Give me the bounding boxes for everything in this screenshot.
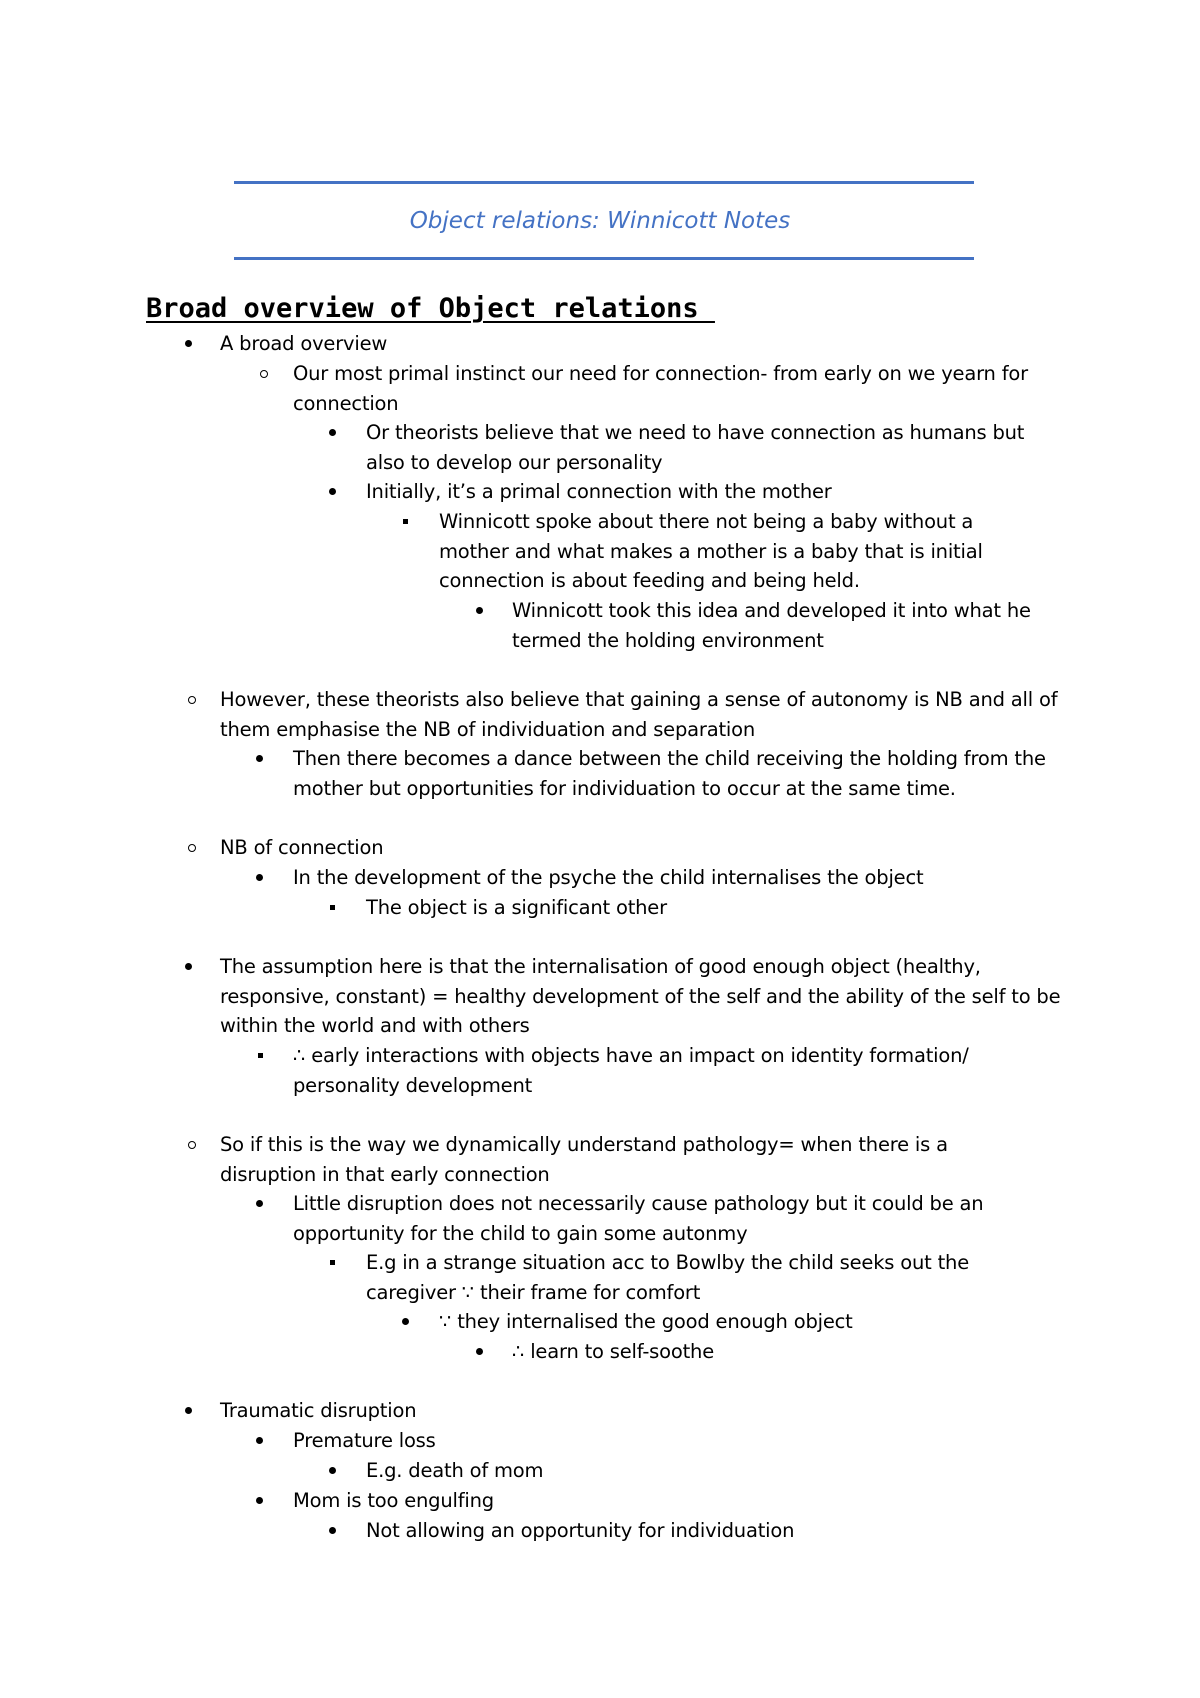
bullet-disc-icon [181, 1396, 201, 1426]
list-item [293, 1486, 1073, 1516]
list-item-text: However, these theorists also believe that gaining a sense of autonomy is NB and all of them emphasise the NB of individuation and separation [220, 688, 1058, 741]
list-item [220, 1130, 1000, 1189]
list-item-text: ∴ early interactions with objects have an impact on identity formation/ personality development [293, 1044, 969, 1097]
list-item [293, 863, 1073, 893]
bullet-circle-icon [185, 833, 205, 863]
bullet-square-icon [326, 1248, 346, 1278]
list-item-text: Then there becomes a dance between the child receiving the holding from the mother but opportunities for individuation to occur at the same time. [293, 747, 1046, 800]
bullet-square-icon [326, 893, 346, 923]
list-item [366, 893, 1066, 923]
bullet-disc-icon [252, 1426, 272, 1456]
list-item-text: NB of connection [220, 836, 384, 859]
list-item-text: ∴ learn to self-soothe [512, 1340, 715, 1363]
list-item [293, 1041, 1013, 1100]
bullet-disc-icon [252, 863, 272, 893]
bullet-disc-icon [398, 1307, 418, 1337]
list-item [220, 833, 1070, 863]
list-item [366, 418, 1066, 477]
bullet-square-icon [254, 1041, 274, 1071]
list-item-text: The assumption here is that the internalisation of good enough object (healthy, responsive, constant) = healthy development of the self and the ability of the self to be within the world and with others [220, 955, 1061, 1038]
list-item [293, 1189, 1053, 1248]
list-item-text: Traumatic disruption [220, 1399, 417, 1422]
list-item-text: Winnicott spoke about there not being a baby without a mother and what makes a mother is a baby that is initial connection is about feeding and being held. [439, 510, 983, 593]
bullet-circle-icon [185, 1130, 205, 1160]
list-item [366, 1516, 1066, 1546]
list-item [293, 744, 1073, 803]
list-item-text: Winnicott took this idea and developed it into what he termed the holding environment [512, 599, 1031, 652]
list-item [293, 1426, 1073, 1456]
bullet-disc-icon [181, 952, 201, 982]
list-item-text: A broad overview [220, 332, 388, 355]
bullet-disc-icon [325, 1516, 345, 1546]
bullet-disc-icon [252, 744, 272, 774]
title-rule-bottom [234, 257, 974, 260]
title-rule-top [234, 181, 974, 184]
list-item [220, 329, 980, 359]
bullet-circle-icon [257, 359, 277, 389]
list-item-text: Mom is too engulfing [293, 1489, 494, 1512]
bullet-disc-icon [325, 418, 345, 448]
list-item-text: So if this is the way we dynamically understand pathology= when there is a disruption in that early connection [220, 1133, 948, 1186]
list-item-text: Little disruption does not necessarily cause pathology but it could be an opportunity for the child to gain some autonmy [293, 1192, 984, 1245]
bullet-disc-icon [325, 477, 345, 507]
list-item-text: Initially, it’s a primal connection with the mother [366, 480, 832, 503]
list-item [366, 1456, 1066, 1486]
list-item-text: Or theorists believe that we need to have connection as humans but also to develop our personality [366, 421, 1025, 474]
list-item [512, 596, 1067, 655]
list-item-text: Premature loss [293, 1429, 436, 1452]
bullet-disc-icon [181, 329, 201, 359]
list-item [220, 1396, 1070, 1426]
list-item [366, 477, 1066, 507]
bullet-circle-icon [185, 685, 205, 715]
list-item-text: ∵ they internalised the good enough object [439, 1310, 853, 1333]
list-item-text: Not allowing an opportunity for individuation [366, 1519, 795, 1542]
list-item-text: The object is a significant other [366, 896, 667, 919]
bullet-disc-icon [252, 1486, 272, 1516]
document-title: Object relations: Winnicott Notes [409, 208, 791, 234]
bullet-square-icon [399, 507, 419, 537]
list-item-text: E.g in a strange situation acc to Bowlby the child seeks out the caregiver ∵ their frame for comfort [366, 1251, 969, 1304]
bullet-disc-icon [472, 596, 492, 626]
section-heading: Broad overview of Object relations [146, 293, 715, 324]
list-item [220, 685, 1070, 744]
list-item [512, 1337, 1052, 1367]
bullet-disc-icon [472, 1337, 492, 1367]
bullet-disc-icon [325, 1456, 345, 1486]
list-item [366, 1248, 1026, 1307]
list-item [293, 359, 1063, 418]
list-item-text: E.g. death of mom [366, 1459, 544, 1482]
list-item-text: Our most primal instinct our need for connection- from early on we yearn for connection [293, 362, 1028, 415]
list-item [220, 952, 1070, 1041]
list-item-text: In the development of the psyche the child internalises the object [293, 866, 924, 889]
list-item [439, 1307, 1059, 1337]
list-item [439, 507, 1029, 596]
bullet-disc-icon [252, 1189, 272, 1219]
